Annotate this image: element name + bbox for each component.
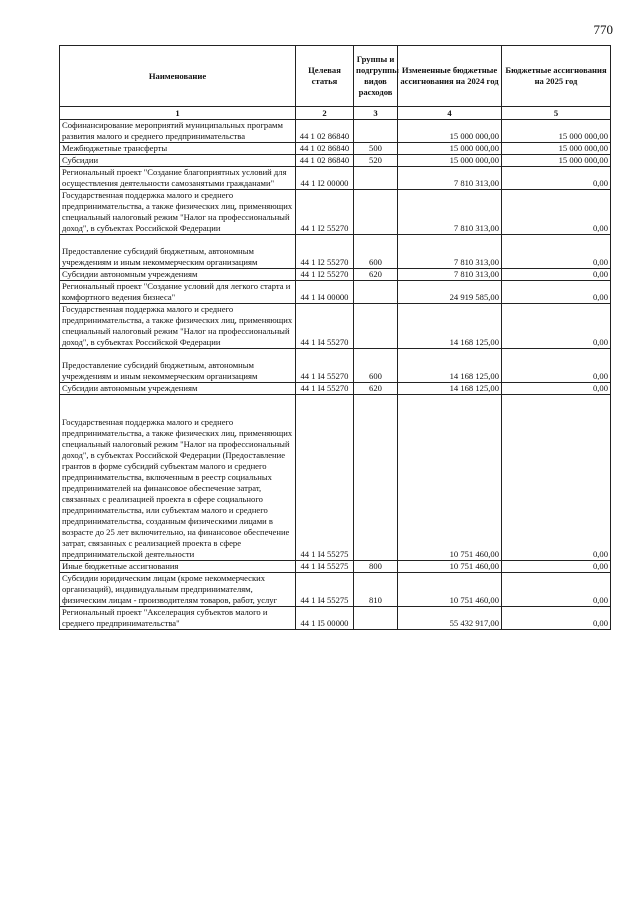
row-group	[354, 607, 398, 630]
table-row	[60, 235, 611, 269]
row-code: 44 1 I4 55270	[296, 383, 354, 395]
row-name: Межбюджетные трансферты	[60, 143, 296, 155]
row-code: 44 1 I2 55270	[296, 190, 354, 235]
row-amount-2025: 0,00	[502, 281, 611, 304]
row-group: 520	[354, 155, 398, 167]
row-amount-2025: 15 000 000,00	[502, 155, 611, 167]
row-name: Предоставление субсидий бюджетным, автономным учреждениям и иным некоммерческим организациям	[60, 235, 296, 269]
table-row	[60, 395, 611, 561]
row-name: Субсидии автономным учреждениям	[60, 383, 296, 395]
row-amount-2024: 10 751 460,00	[398, 561, 502, 573]
table-row	[60, 155, 611, 167]
row-code: 44 1 I4 55270	[296, 349, 354, 383]
row-amount-2025: 0,00	[502, 304, 611, 349]
row-amount-2024: 7 810 313,00	[398, 269, 502, 281]
row-code: 44 1 I2 00000	[296, 167, 354, 190]
row-amount-2025: 15 000 000,00	[502, 143, 611, 155]
header-target: Целевая статья	[296, 46, 354, 107]
row-amount-2024: 15 000 000,00	[398, 120, 502, 143]
table-row	[60, 383, 611, 395]
row-code: 44 1 02 86840	[296, 120, 354, 143]
row-code: 44 1 I4 55270	[296, 304, 354, 349]
row-group: 800	[354, 561, 398, 573]
row-name: Предоставление субсидий бюджетным, автономным учреждениям и иным некоммерческим организациям	[60, 349, 296, 383]
header-changed: Измененные бюджетные ассигнования на 2024 год	[398, 46, 502, 107]
row-group: 500	[354, 143, 398, 155]
col-num: 5	[502, 107, 611, 120]
col-num: 2	[296, 107, 354, 120]
row-group: 810	[354, 573, 398, 607]
row-amount-2025: 0,00	[502, 573, 611, 607]
page-number: 770	[593, 22, 613, 37]
row-code: 44 1 I5 00000	[296, 607, 354, 630]
header-budget: Бюджетные ассигнования на 2025 год	[502, 46, 611, 107]
row-amount-2025: 0,00	[502, 167, 611, 190]
col-num: 1	[60, 107, 296, 120]
row-code: 44 1 I2 55270	[296, 235, 354, 269]
row-amount-2024: 24 919 585,00	[398, 281, 502, 304]
row-name: Иные бюджетные ассигнования	[60, 561, 296, 573]
table-row	[60, 269, 611, 281]
col-num: 4	[398, 107, 502, 120]
row-code: 44 1 I2 55270	[296, 269, 354, 281]
row-name: Региональный проект "Акселерация субъектов малого и среднего предпринимательства"	[60, 607, 296, 630]
row-code: 44 1 I4 55275	[296, 561, 354, 573]
row-name: Субсидии	[60, 155, 296, 167]
row-code: 44 1 02 86840	[296, 143, 354, 155]
table-row	[60, 281, 611, 304]
row-amount-2024: 10 751 460,00	[398, 395, 502, 561]
header-row	[60, 46, 611, 107]
row-group	[354, 167, 398, 190]
row-amount-2025: 0,00	[502, 190, 611, 235]
row-group: 600	[354, 235, 398, 269]
table-row	[60, 607, 611, 630]
table-row	[60, 120, 611, 143]
row-amount-2024: 14 168 125,00	[398, 349, 502, 383]
row-amount-2025: 0,00	[502, 383, 611, 395]
row-amount-2025: 0,00	[502, 607, 611, 630]
row-name: Софинансирование мероприятий муниципальных программ развития малого и среднего предпринимательства	[60, 120, 296, 143]
row-group	[354, 281, 398, 304]
row-code: 44 1 I4 55275	[296, 573, 354, 607]
table-row	[60, 167, 611, 190]
row-amount-2025: 0,00	[502, 349, 611, 383]
row-group	[354, 304, 398, 349]
row-amount-2024: 7 810 313,00	[398, 190, 502, 235]
row-amount-2024: 15 000 000,00	[398, 155, 502, 167]
row-name: Государственная поддержка малого и среднего предпринимательства, а также физических лиц, применяющих специальный налоговый режим "Налог на профессиональный доход", в субъектах Российской Федерации	[60, 190, 296, 235]
row-code: 44 1 02 86840	[296, 155, 354, 167]
row-amount-2024: 7 810 313,00	[398, 167, 502, 190]
row-amount-2024: 14 168 125,00	[398, 304, 502, 349]
table-row	[60, 573, 611, 607]
row-code: 44 1 I4 00000	[296, 281, 354, 304]
table-row	[60, 143, 611, 155]
row-group: 620	[354, 383, 398, 395]
row-amount-2024: 14 168 125,00	[398, 383, 502, 395]
budget-table	[59, 45, 611, 630]
row-code: 44 1 I4 55275	[296, 395, 354, 561]
header-name: Наименование	[60, 46, 296, 107]
table-row	[60, 561, 611, 573]
row-amount-2024: 10 751 460,00	[398, 573, 502, 607]
row-amount-2024: 7 810 313,00	[398, 235, 502, 269]
row-name: Субсидии юридическим лицам (кроме некоммерческих организаций), индивидуальным предпринимателям, физическим лицам - производителям товаров, работ, услуг	[60, 573, 296, 607]
row-amount-2025: 0,00	[502, 561, 611, 573]
row-amount-2025: 0,00	[502, 269, 611, 281]
row-name: Государственная поддержка малого и среднего предпринимательства, а также физических лиц, применяющих специальный налоговый режим "Налог на профессиональный доход", в субъектах Российской Федерации (Предоставление грантов в форме субсидий субъектам малого и среднего предпринимательства, включенным в реестр социальных предпринимателей на финансовое обеспечение затрат, связанных с реализацией проекта в сфере социального предпринимательства, или субъектам малого и среднего предпринимательства, созданным физическими лицами в возрасте до 25 лет включительно, на финансовое обеспечение затрат, связанных с реализацией проекта в сфере предпринимательской деятельности	[60, 395, 296, 561]
row-name: Региональный проект "Создание условий для легкого старта и комфортного ведения бизнеса"	[60, 281, 296, 304]
row-amount-2025: 0,00	[502, 395, 611, 561]
header-group: Группы и подгруппы видов расходов	[354, 46, 398, 107]
row-group: 620	[354, 269, 398, 281]
row-name: Государственная поддержка малого и среднего предпринимательства, а также физических лиц, применяющих специальный налоговый режим "Налог на профессиональный доход", в субъектах Российской Федерации	[60, 304, 296, 349]
row-amount-2024: 55 432 917,00	[398, 607, 502, 630]
col-num: 3	[354, 107, 398, 120]
table-row	[60, 349, 611, 383]
column-number-row	[60, 107, 611, 120]
row-group	[354, 190, 398, 235]
row-name: Региональный проект "Создание благоприятных условий для осуществления деятельности самозанятыми гражданами"	[60, 167, 296, 190]
row-group	[354, 120, 398, 143]
row-amount-2025: 0,00	[502, 235, 611, 269]
table-row	[60, 190, 611, 235]
row-name: Субсидии автономным учреждениям	[60, 269, 296, 281]
row-amount-2024: 15 000 000,00	[398, 143, 502, 155]
row-group	[354, 395, 398, 561]
row-amount-2025: 15 000 000,00	[502, 120, 611, 143]
table-row	[60, 304, 611, 349]
row-group: 600	[354, 349, 398, 383]
